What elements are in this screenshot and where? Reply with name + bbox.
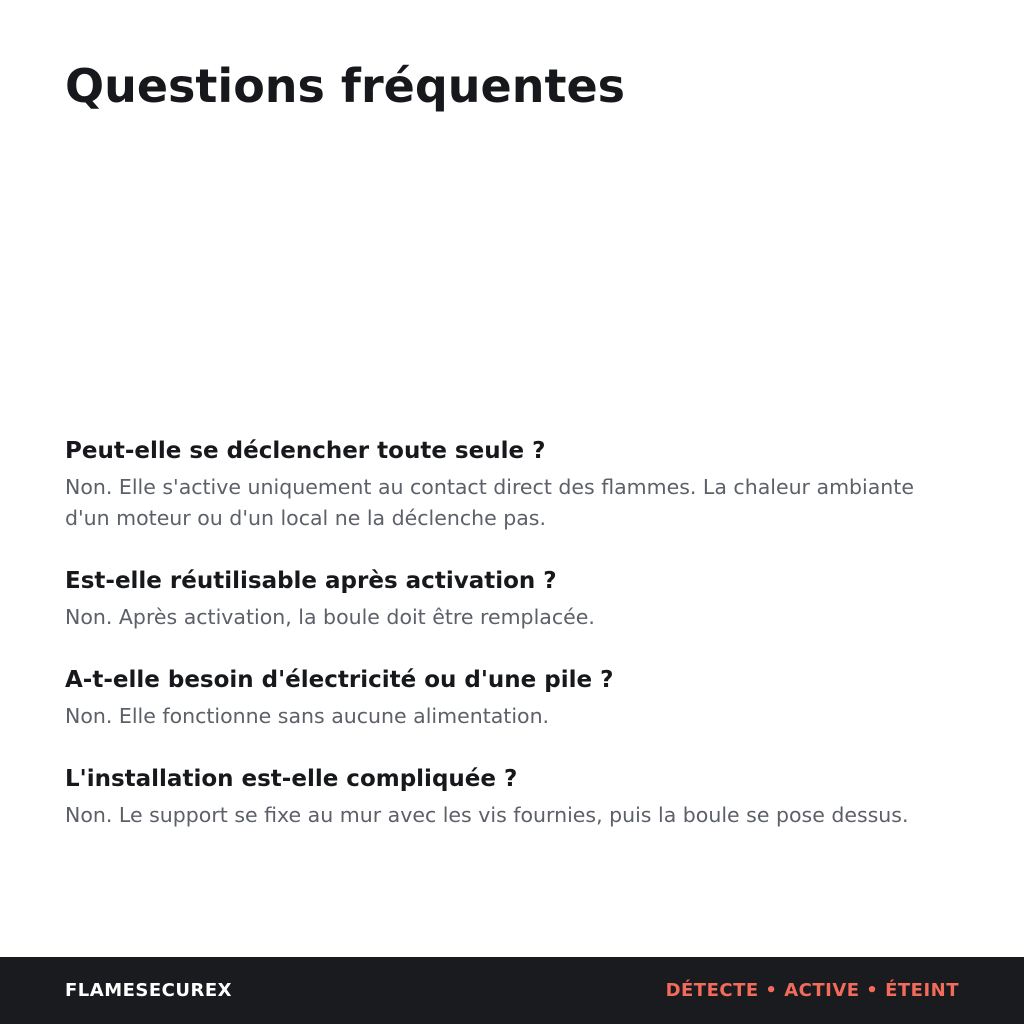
faq-answer: Non. Elle fonctionne sans aucune alimentation. xyxy=(65,704,550,728)
faq-answer: Non. Le support se fixe au mur avec les vis fournies, puis la boule se pose dessus. xyxy=(65,803,909,827)
faq-item xyxy=(65,663,945,732)
footer-brand: FLAMESECUREX xyxy=(65,980,233,1001)
faq-question: Est-elle réutilisable après activation ? xyxy=(65,568,557,594)
faq-question: A-t-elle besoin d'électricité ou d'une pile ? xyxy=(65,667,614,693)
faq-item xyxy=(65,434,945,534)
faq-question: L'installation est-elle compliquée ? xyxy=(65,766,518,792)
faq-question: Peut-elle se déclencher toute seule ? xyxy=(65,438,546,464)
faq-item xyxy=(65,564,945,633)
faq-answer: Non. Après activation, la boule doit être remplacée. xyxy=(65,605,595,629)
page-footer xyxy=(0,957,1024,1024)
faq-item xyxy=(65,762,945,831)
page-title: Questions fréquentes xyxy=(65,59,626,113)
faq-list xyxy=(65,434,945,861)
footer-tagline: DÉTECTE • ACTIVE • ÉTEINT xyxy=(665,980,959,1001)
faq-answer: Non. Elle s'active uniquement au contact direct des flammes. La chaleur ambiante d'un moteur ou d'un local ne la déclenche pas. xyxy=(65,475,914,530)
